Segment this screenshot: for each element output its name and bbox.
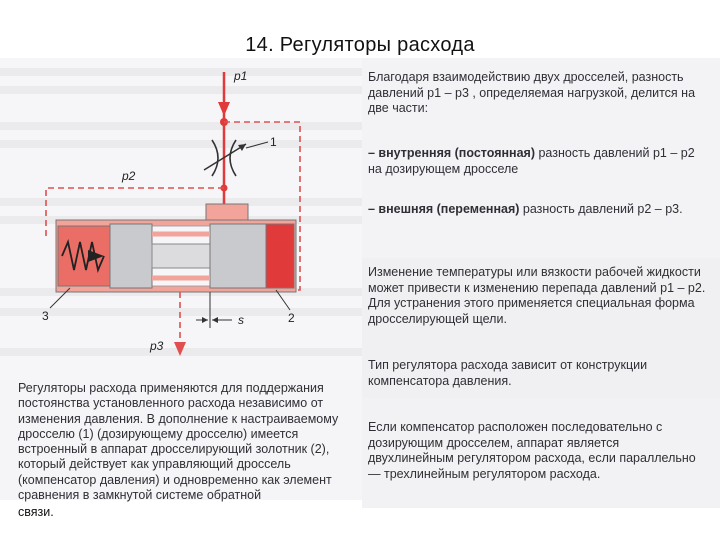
spool-stem [152,244,210,268]
regulator-type-paragraph: Тип регулятора расхода зависит от конструкции компенсатора давления. [368,358,648,388]
label-p1: p1 [234,69,248,83]
series-parallel-paragraph: Если компенсатор расположен последовательно с дозирующим дросселем, аппарат является двухлинейным регулятором расхода, если параллельно — трехлинейным регулятором расхода. [368,420,696,481]
label-p3: p3 [150,339,164,353]
internal-difference-bold: – внутренняя (постоянная) [368,146,535,160]
housing-boss [206,204,248,222]
external-difference-item [368,202,708,218]
label-3: 3 [42,309,49,323]
last-word: связи. [18,505,54,519]
main-paragraph: Регуляторы расхода применяются для поддержания постоянства установленного расхода независимо от изменения давления. В дополнение к настраиваемому дросселю (1) (дозирующему дросселю) имеется встроенный в аппарат дросселирующий золотник (2), который действует как управляющий дроссель (компенсатор давления) и одновременно как элемент сравнения в замкнутой системе обратной [18,381,339,503]
temperature-paragraph: Изменение температуры или вязкости рабочей жидкости может привести к изменению перепада давлений p1 – p2. Для устранения этого применяется специальная форма дросселирующей щели. [368,265,706,326]
label-1: 1 [270,135,277,149]
inlet-arrow [218,102,230,116]
external-difference-bold: – внешняя (переменная) [368,202,520,216]
label-s: s [238,313,244,327]
external-difference-text: разность давлений p2 – p3. [519,202,683,216]
flow-regulator-diagram [0,58,362,380]
internal-difference-text: разность давлений p1 – p2 на дозирующем дросселе [368,146,695,176]
intro-paragraph: Благодаря взаимодействию двух дросселей, разность давлений p1 – p3 , определяемая нагрузкой, делится на две части: [368,70,696,115]
right-chamber [266,224,294,288]
spool-land-right [210,224,266,288]
label-p2: p2 [122,169,136,183]
internal-difference-item [368,146,708,177]
outlet-arrow [174,342,186,356]
spool-land-left [110,224,152,288]
page-title: 14. Регуляторы расхода [245,34,475,56]
label-2: 2 [288,311,295,325]
